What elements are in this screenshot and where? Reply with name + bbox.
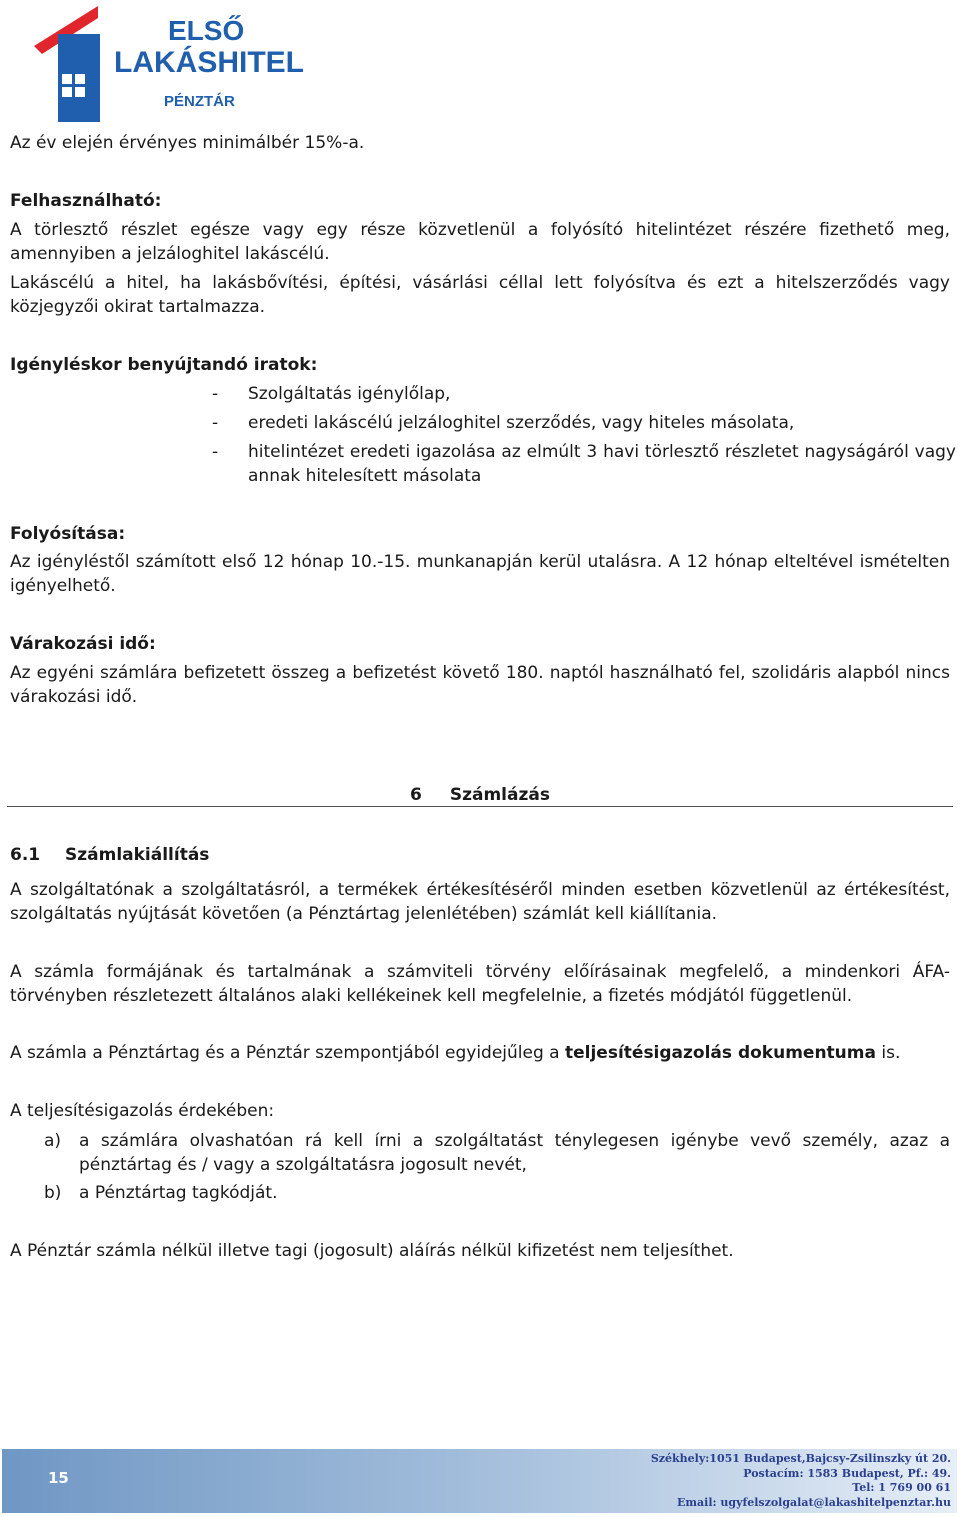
varakozas-text: Az egyéni számlára befizetett összeg a befizetést követő 180. naptól használható fel, szolidáris alapból nincs várakozási idő. [10, 663, 950, 707]
intro-text: Az év elején érvényes minimálbér 15%-a. [10, 133, 365, 153]
footer-address [651, 1452, 951, 1510]
szamlazas-para3 [10, 1041, 950, 1065]
logo-line1: ELSŐ [168, 15, 245, 46]
list-item: a Pénztártag tagkódját. [79, 1183, 278, 1203]
footer-email: Email: ugyfelszolgalat@lakashitelpenztar.hu [677, 1495, 951, 1509]
felhasznalhato-para1: A törlesztő részlet egésze vagy egy része közvetlenül a folyósító hitelintézet részére fizethető meg, amennyiben a jelzáloghitel lakáscélú. [10, 220, 950, 264]
para3-text: A számla a Pénztártag és a Pénztár szempontjából egyidejűleg a [10, 1043, 565, 1063]
szamlazas-para2: A számla formájának és tartalmának a számviteli törvény előírásainak megfelelő, a mindenkori ÁFA-törvényben részletezett általános alaki kellékeinek kell megfelelnie, a fizetés módjától függetlenül. [10, 962, 950, 1006]
footer-address-line2: Postacím: 1583 Budapest, Pf.: 49. [743, 1466, 951, 1480]
footer-phone: Tel: 1 769 00 61 [852, 1481, 951, 1494]
szamlazas-para5: A Pénztár számla nélkül illetve tagi (jogosult) aláírás nélkül kifizetést nem teljesíthet. [10, 1241, 734, 1261]
page-footer [2, 1449, 957, 1513]
folyositas-heading: Folyósítása: [10, 524, 126, 544]
subsection-heading [10, 843, 209, 867]
subsection-title: Számlakiállítás [65, 845, 210, 865]
list-bullet: - [212, 413, 219, 433]
logo-line2: LAKÁSHITEL [114, 46, 304, 79]
logo-line3: PÉNZTÁR [164, 93, 235, 110]
list-bullet: - [212, 442, 219, 462]
igenyles-heading: Igényléskor benyújtandó iratok: [10, 355, 318, 375]
footer-address-line1: Székhely:1051 Budapest,Bajcsy-Zsilinszky út 20. [650, 1452, 951, 1465]
company-logo [28, 4, 308, 126]
section-title: Számlázás [449, 785, 550, 805]
list-item: Szolgáltatás igénylőlap, [248, 384, 451, 404]
folyositas-text: Az igényléstől számított első 12 hónap 10.-15. munkanapján kerül utalásra. A 12 hónap elteltével ismételten igényelhető. [10, 552, 950, 596]
section-number: 6 [410, 785, 422, 805]
list-item: a számlára olvashatóan rá kell írni a szolgáltatást ténylegesen igénybe vevő személy, azaz a pénztártag és / vagy a szolgáltatásra jogosult nevét, [79, 1131, 950, 1175]
list-bullet: - [212, 384, 219, 404]
page-number: 15 [48, 1469, 69, 1487]
section-divider [7, 806, 953, 807]
para3-end-text: is. [875, 1043, 901, 1063]
szamlazas-para4: A teljesítésigazolás érdekében: [10, 1101, 275, 1121]
list-item: hitelintézet eredeti igazolása az elmúlt 3 havi törlesztő részletet nagyságáról vagy annak hitelesített másolata [248, 442, 956, 486]
subsection-number: 6.1 [10, 845, 41, 865]
list-label: a) [44, 1131, 62, 1151]
list-label: b) [44, 1183, 62, 1203]
para3-bold-text: teljesítésigazolás dokumentuma [565, 1043, 876, 1063]
varakozas-heading: Várakozási idő: [10, 634, 156, 654]
szamlazas-para1: A szolgáltatónak a szolgáltatásról, a termékek értékesítéséről minden esetben közvetlenül az értékesítést, szolgáltatás nyújtását követően (a Pénztártag jelenlétében) számlát kell kiállítania. [10, 880, 950, 924]
felhasznalhato-heading: Felhasználható: [10, 191, 162, 211]
felhasznalhato-para2: Lakáscélú a hitel, ha lakásbővítési, építési, vásárlási céllal lett folyósítva és ezt a hitelszerződés vagy közjegyzői okirat tartalmazza. [10, 273, 950, 317]
list-item: eredeti lakáscélú jelzáloghitel szerződés, vagy hiteles másolata, [248, 413, 795, 433]
section-heading [410, 783, 550, 807]
